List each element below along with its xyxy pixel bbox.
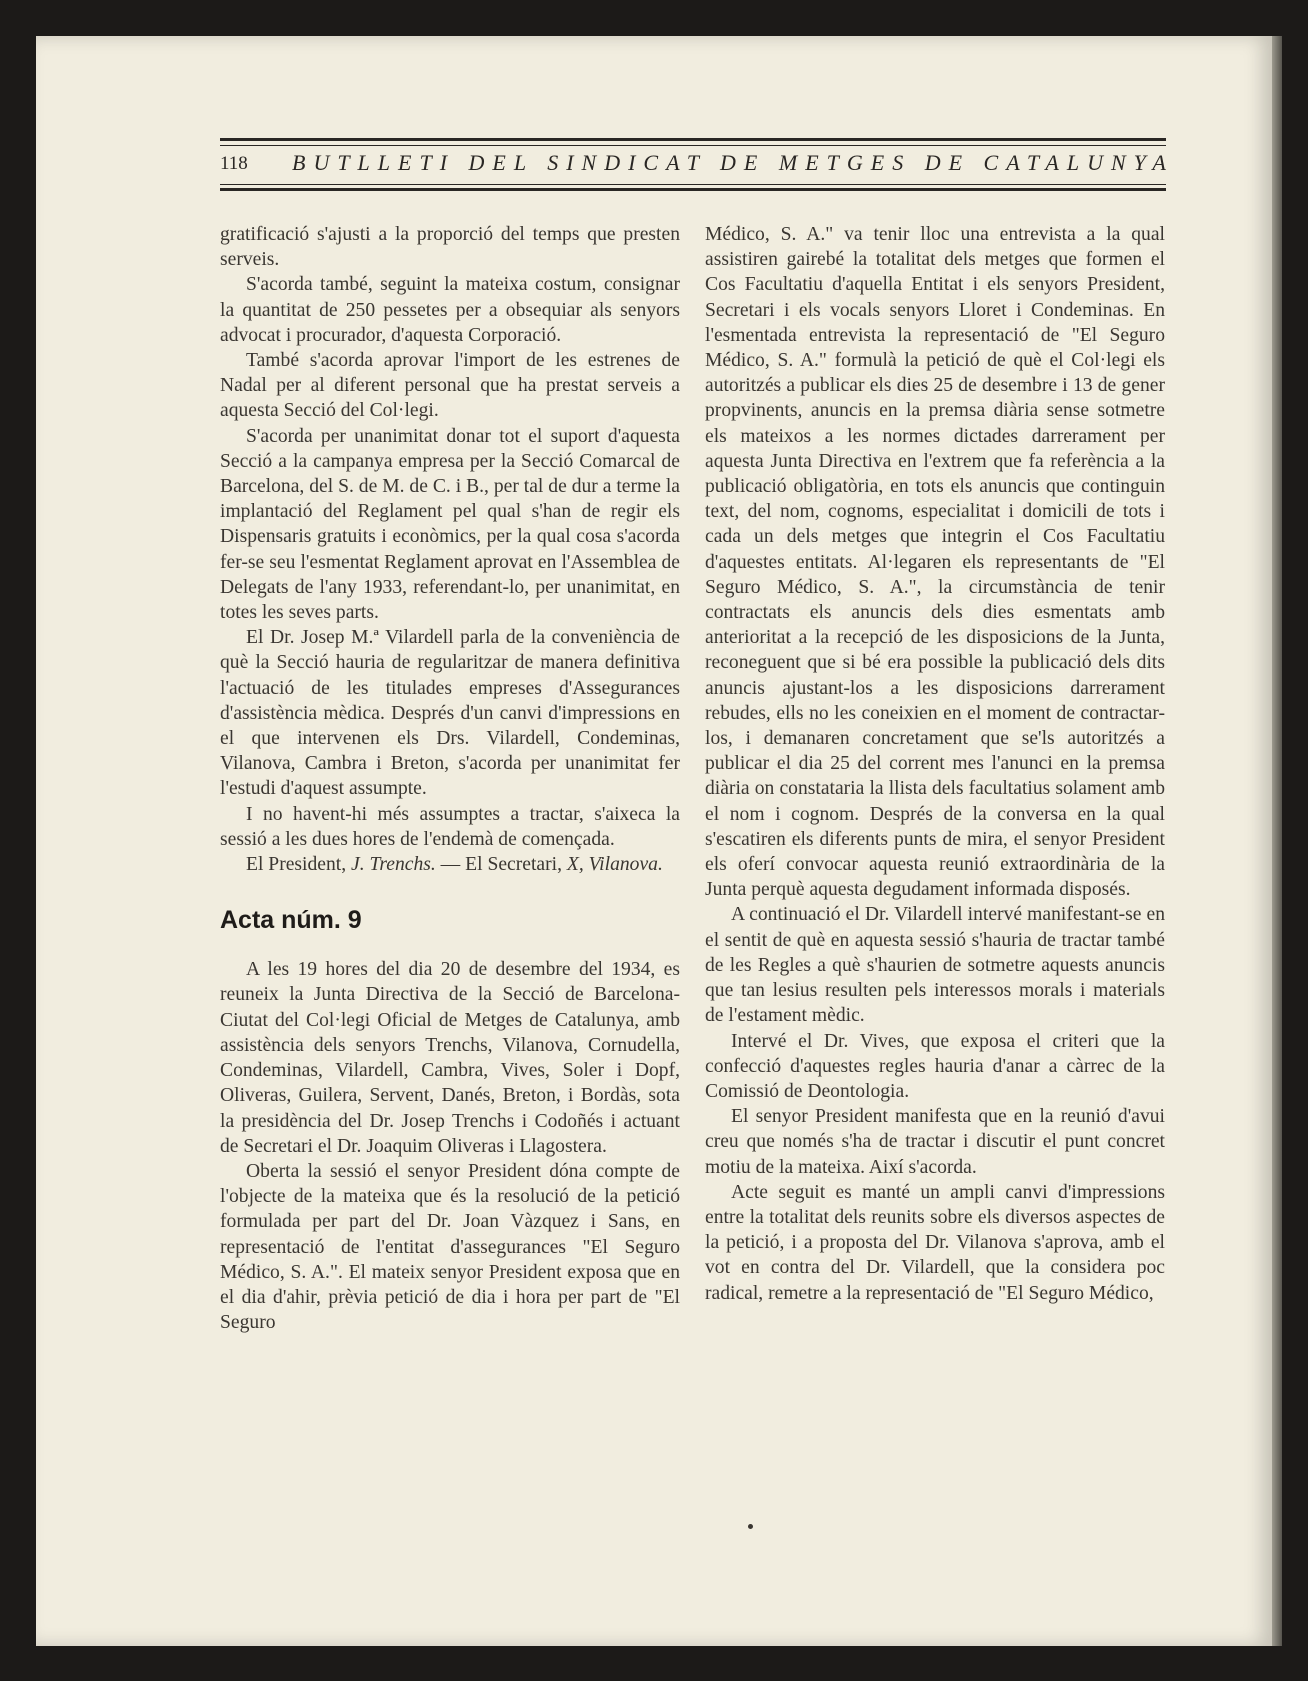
section-heading: Acta núm. 9	[220, 906, 362, 935]
header-rule	[220, 138, 1166, 141]
paragraph: El senyor President manifesta que en la reunió d'avui creu que només s'ha de tractar i discutir el punt concret motiu de la mateixa. Així s'acorda.	[705, 1106, 1165, 1178]
signature-president-label: El President,	[246, 854, 347, 876]
page-mark	[748, 1524, 753, 1529]
page-edge	[1272, 36, 1282, 1646]
header-rule	[220, 188, 1166, 191]
paragraph: gratificació s'ajusti a la proporció del temps que presten serveis.	[220, 224, 680, 271]
paragraph: A les 19 hores del dia 20 de desembre del 1934, es reuneix la Junta Directiva de la Secció de Barcelona-Ciutat del Col·legi Oficial de Metges de Catalunya, amb assistència dels senyors Trenchs, Vilanova, Cornudella, Condeminas, Vilardell, Cambra, Vives, Soler i Dopf, Oliveras, Guilera, Servent, Danés, Breton, i Bordàs, sota la presidència del Dr. Josep Trenchs i Codoñés i actuant de Secretari el Dr. Joaquim Oliveras i Llagostera.	[220, 959, 680, 1157]
header-rule	[220, 145, 1166, 146]
secretary-name: X, Vilanova.	[566, 854, 663, 876]
running-header	[220, 138, 1174, 192]
paragraph: I no havent-hi més assumptes a tractar, s'aixeca la sessió a les dues hores de l'endemà de començada.	[220, 803, 680, 850]
signature-secretary-label: — El Secretari,	[435, 854, 562, 876]
header-rule	[220, 184, 1166, 185]
paragraph: A continuació el Dr. Vilardell intervé manifestant-se en el sentit de què en aquesta sessió s'hauria de tractar també de les Regles a què s'haurien de sotmetre aquests anuncis que tan lesius resulten pels interessos morals i materials de l'estament mèdic.	[705, 904, 1165, 1027]
paragraph: Oberta la sessió el senyor President dóna compte de l'objecte de la mateixa que és la resolució de la petició formulada per part del Dr. Joan Vàzquez i Sans, en representació de l'entitat d'assegurances "El Seguro Médico, S. A.". El mateix senyor President exposa que en el dia d'ahir, prèvia petició de dia i hora per part de "El Seguro	[220, 1160, 680, 1334]
signature-line	[220, 852, 680, 877]
paragraph: Intervé el Dr. Vives, que exposa el criteri que la confecció d'aquestes regles hauria d'anar a càrrec de la Comissió de Deontologia.	[705, 1030, 1165, 1102]
president-name: J. Trenchs.	[351, 854, 436, 876]
paragraph: El Dr. Josep M.ª Vilardell parla de la conveniència de què la Secció hauria de regularitzar de manera definitiva l'actuació de les titulades empreses d'Assegurances d'assistència mèdica. Després d'un canvi d'impressions en el que intervenen els Drs. Vilardell, Condeminas, Vilanova, Cambra i Breton, s'acorda per unanimitat fer l'estudi d'aquest assumpte.	[220, 627, 680, 800]
paragraph: Médico, S. A." va tenir lloc una entrevista a la qual assistiren gairebé la totalitat dels metges que formen el Cos Facultatiu d'aquella Entitat i els senyors President, Secretari i els vocals senyors Lloret i Condeminas. En l'esmentada entrevista la representació de "El Seguro Médico, S. A." formulà la petició de què el Col·legi els autoritzés a publicar els dies 25 de desembre i 13 de gener propvinents, anuncis en la premsa diària sense sotmetre els mateixos a les normes dictades darrerament per aquesta Junta Directiva en l'extrem que fa referència a la publicació obligatòria, en tots els anuncis que continguin text, del nom, cognoms, especialitat i domicili de tots i cada un dels metges que integrin el Cos Facultatiu d'aquestes entitats. Al·legaren els representants de "El Seguro Médico, S. A.", la circumstància de tenir contractats els anuncis dels dies esmentats amb anterioritat a la recepció de les disposicions de la Junta, reconeguent que si bé era possible la publicació dels dits anuncis ajustant-los a les disposicions darrerament rebudes, ells no les coneixien en el moment de contractar-los, i demanaren concretament que se'ls autoritzés a publicar el dia 25 del corrent mes l'anunci en la premsa diària on constataria la llista dels facultatius solament amb el nom i cognom. Després de la conversa en la qual s'escatiren els diferents punts de mira, el senyor President els oferí convocar aquesta reunió extraordinària de la Junta perquè aquesta degudament informada disposés.	[705, 224, 1165, 901]
paragraph: S'acorda també, seguint la mateixa costum, consignar la quantitat de 250 pessetes per a obsequiar als senyors advocat i procurador, d'aquesta Corporació.	[220, 274, 680, 346]
paragraph: S'acorda per unanimitat donar tot el suport d'aquesta Secció a la campanya empresa per la Secció Comarcal de Barcelona, del S. de M. de C. i B., per tal de dur a terme la implantació del Reglament pel qual s'han de regir els Dispensaris gratuits i econòmics, per la qual cosa s'acorda fer-se seu l'esmentat Reglament aprovat en l'Assemblea de Delegats de l'any 1933, referendant-lo, per unanimitat, en totes les seves parts.	[220, 425, 680, 624]
left-column	[220, 222, 680, 1335]
running-title: BUTLLETI DEL SINDICAT DE METGES DE CATALUNYA	[292, 150, 1174, 175]
paragraph: També s'acorda aprovar l'import de les estrenes de Nadal per al diferent personal que ha prestat serveis a aquesta Secció del Col·legi.	[220, 350, 680, 422]
page-number: 118	[220, 153, 248, 174]
paragraph: Acte seguit es manté un ampli canvi d'impressions entre la totalitat dels reunits sobre els diversos aspectes de la petició, i a proposta del Dr. Vilanova s'aprova, amb el vot en contra del Dr. Vilardell, que la considera poc radical, remetre a la representació de "El Seguro Médico,	[705, 1181, 1165, 1304]
right-column	[705, 222, 1165, 1306]
